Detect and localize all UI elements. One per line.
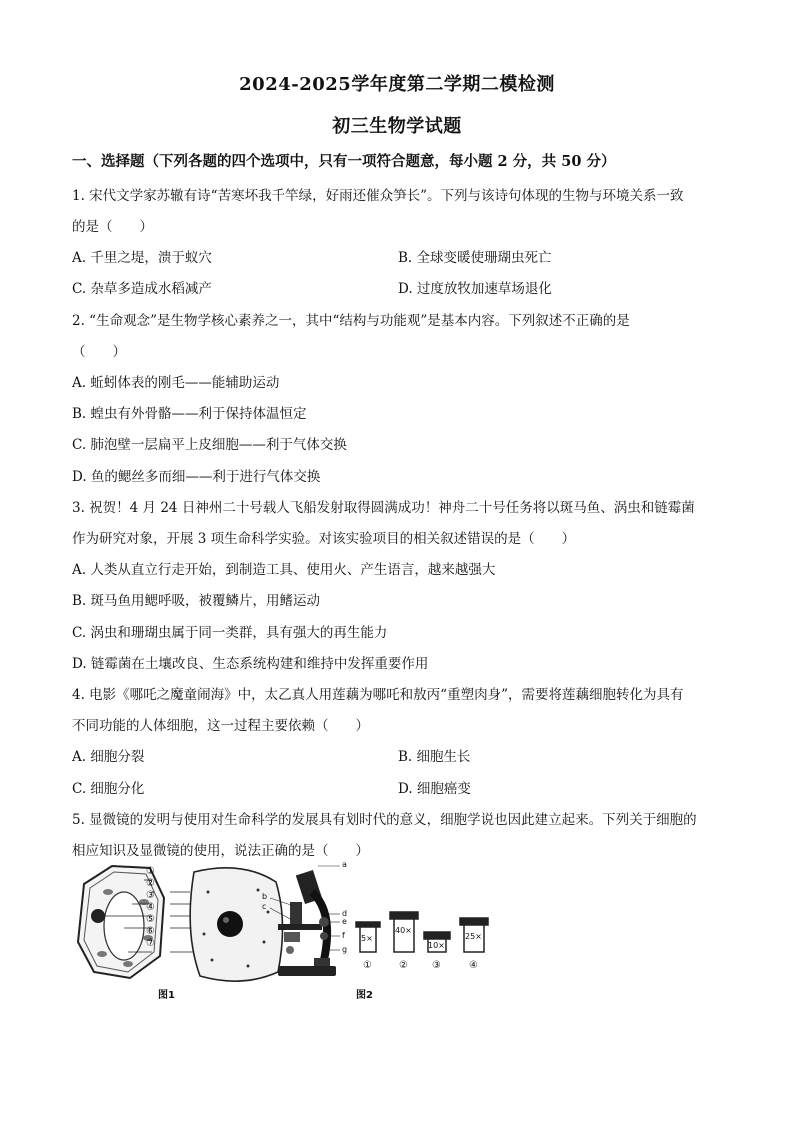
- lens-mag-2: 40×: [395, 926, 412, 935]
- cell-label-7: ⑦: [146, 938, 155, 949]
- scope-label-b: b: [262, 892, 268, 901]
- lens-mag-1: 5×: [361, 934, 373, 943]
- question-1-option-c: C. 杂草多造成水稻减产: [72, 281, 212, 297]
- question-3-text-cont: 作为研究对象，开展 3 项生命科学实验。对该实验项目的相关叙述错误的是（ ）: [72, 531, 576, 547]
- question-2-text-cont: （ ）: [72, 344, 126, 360]
- question-2-option-b: B. 蝗虫有外骨骼——利于保持体温恒定: [72, 406, 307, 422]
- lens-number-3: ③: [432, 960, 441, 971]
- question-3-option-d: D. 链霉菌在土壤改良、生态系统构建和维持中发挥重要作用: [72, 656, 429, 672]
- lens-number-1: ①: [363, 960, 372, 971]
- question-5-text: 5. 显微镜的发明与使用对生命科学的发展具有划时代的意义，细胞学说也因此建立起来。下列关于细胞的: [72, 812, 697, 828]
- question-3-option-b: B. 斑马鱼用鳃呼吸，被覆鳞片，用鳍运动: [72, 593, 321, 609]
- scope-label-d: d: [342, 909, 348, 918]
- figure-svg: [72, 862, 512, 1002]
- question-4-text-cont: 不同功能的人体细胞，这一过程主要依赖（ ）: [72, 718, 369, 734]
- figure-1-caption: 图1: [158, 990, 175, 1001]
- animal-cell-diagram: [190, 868, 282, 981]
- cell-label-4: ④: [146, 902, 155, 913]
- question-4-option-d: D. 细胞癌变: [398, 781, 471, 797]
- question-3-text: 3. 祝贺！4 月 24 日神州二十号载人飞船发射取得圆满成功！神舟二十号任务将以斑马鱼、涡虫和链霉菌: [72, 500, 695, 516]
- question-1-text: 1. 宋代文学家苏辙有诗“苦寒坏我千竿绿，好雨还催众笋长”。下列与该诗句体现的生物与环境关系一致: [72, 188, 684, 204]
- lens-mag-4: 25×: [465, 932, 482, 941]
- lens-number-4: ④: [469, 960, 478, 971]
- question-2-option-d: D. 鱼的鳃丝多而细——利于进行气体交换: [72, 469, 321, 485]
- cell-label-3: ③: [146, 890, 155, 901]
- question-1-option-b: B. 全球变暖使珊瑚虫死亡: [398, 250, 552, 266]
- exam-title: 2024-2025学年度第二学期二模检测: [239, 74, 555, 95]
- scope-label-c: c: [262, 902, 267, 911]
- question-4-option-b: B. 细胞生长: [398, 749, 471, 765]
- scope-label-a: a: [342, 860, 347, 869]
- scope-label-f: f: [342, 931, 345, 940]
- question-2-text: 2. “生命观念”是生物学核心素养之一，其中“结构与功能观”是基本内容。下列叙述不正确的是: [72, 313, 630, 329]
- question-2-option-c: C. 肺泡壁一层扁平上皮细胞——利于气体交换: [72, 437, 347, 453]
- question-4-option-a: A. 细胞分裂: [72, 749, 145, 765]
- question-1-option-a: A. 千里之堤，溃于蚁穴: [72, 250, 212, 266]
- question-5-text-cont: 相应知识及显微镜的使用，说法正确的是（ ）: [72, 843, 369, 859]
- microscope-diagram: [278, 870, 336, 976]
- question-5-figures: [72, 862, 512, 1002]
- scope-label-e: e: [342, 917, 347, 926]
- question-4-text: 4. 电影《哪吒之魔童闹海》中，太乙真人用莲藕为哪吒和敖丙“重塑肉身”，需要将莲藕细胞转化为具有: [72, 687, 684, 703]
- question-1-text-cont: 的是（ ）: [72, 219, 153, 235]
- question-2-option-a: A. 蚯蚓体表的刚毛——能辅助运动: [72, 375, 280, 391]
- cell-label-6: ⑥: [146, 926, 155, 937]
- figure-2-caption: 图2: [356, 990, 373, 1001]
- question-3-option-a: A. 人类从直立行走开始，到制造工具、使用火、产生语言，越来越强大: [72, 562, 496, 578]
- section-heading: 一、选择题（下列各题的四个选项中，只有一项符合题意，每小题 2 分，共 50 分）: [72, 153, 616, 170]
- cell-label-5: ⑤: [146, 914, 155, 925]
- scope-label-g: g: [342, 945, 348, 954]
- cell-label-1: ①: [146, 866, 155, 877]
- question-3-option-c: C. 涡虫和珊瑚虫属于同一类群，具有强大的再生能力: [72, 625, 388, 641]
- lens-number-2: ②: [399, 960, 408, 971]
- question-4-option-c: C. 细胞分化: [72, 781, 145, 797]
- exam-subtitle: 初三生物学试题: [332, 116, 462, 137]
- question-1-option-d: D. 过度放牧加速草场退化: [398, 281, 552, 297]
- lens-mag-3: 10×: [428, 941, 445, 950]
- cell-label-2: ②: [146, 878, 155, 889]
